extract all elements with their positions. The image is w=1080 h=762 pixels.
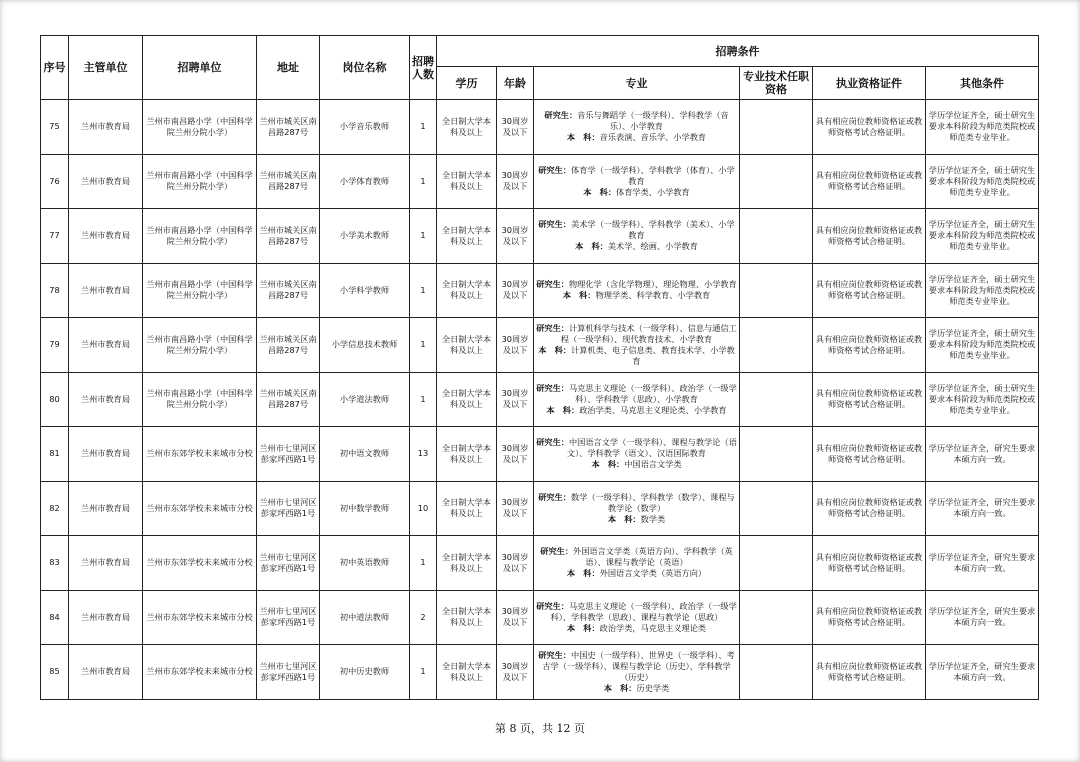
cell-tech — [740, 263, 813, 318]
cell-unit: 兰州市南昌路小学（中国科学院兰州分院小学） — [143, 372, 257, 427]
cell-num: 1 — [410, 263, 437, 318]
cell-cert: 具有相应岗位教师资格证或教师资格考试合格证明。 — [813, 263, 926, 318]
cell-other: 学历学位证齐全，硕士研究生要求本科阶段为师范类院校或师范类专业毕业。 — [926, 263, 1039, 318]
cell-post: 小学音乐教师 — [320, 100, 410, 155]
cell-seq: 83 — [41, 536, 69, 591]
cell-post: 小学科学教师 — [320, 263, 410, 318]
ug-majors: 中国语言文学类 — [624, 459, 682, 470]
cell-num: 1 — [410, 209, 437, 264]
header-other: 其他条件 — [926, 67, 1039, 100]
cell-edu: 全日制大学本科及以上 — [437, 427, 497, 482]
grad-majors: 外国语言文学类（英语方向）、学科教学（英语）、课程与教学论（英语） — [573, 546, 733, 568]
cell-post: 小学道法教师 — [320, 372, 410, 427]
header-major: 专业 — [534, 67, 740, 100]
cell-cert: 具有相应岗位教师资格证或教师资格考试合格证明。 — [813, 536, 926, 591]
grad-label: 研究生： — [536, 600, 569, 611]
cell-unit: 兰州市东郊学校未来城市分校 — [143, 645, 257, 700]
cell-tech — [740, 100, 813, 155]
cell-num: 1 — [410, 372, 437, 427]
cell-tech — [740, 536, 813, 591]
ug-majors: 体育学类、小学教育 — [616, 186, 690, 197]
grad-majors: 物理化学（含化学物理）、理论物理、小学教育 — [568, 279, 737, 290]
cell-cert: 具有相应岗位教师资格证或教师资格考试合格证明。 — [813, 209, 926, 264]
grad-majors: 中国史（一级学科）、世界史（一级学科）、考古学（一级学科）、课程与教学论（历史）、学科教学（历史） — [542, 649, 735, 682]
ug-label: 本 科： — [566, 568, 600, 579]
cell-seq: 79 — [41, 318, 69, 373]
cell-post: 初中语文教师 — [320, 427, 410, 482]
ug-label: 本 科： — [538, 344, 571, 355]
cell-num: 13 — [410, 427, 437, 482]
cell-addr: 兰州市城关区南昌路287号 — [257, 100, 320, 155]
table-row — [41, 536, 1039, 591]
cell-edu: 全日制大学本科及以上 — [437, 318, 497, 373]
cell-major — [534, 536, 740, 591]
cell-other: 学历学位证齐全，研究生要求本硕方向一致。 — [926, 536, 1039, 591]
grad-majors: 马克思主义理论（一级学科）、政治学（一级学科）、学科教学（思政）、课程与教学论（思政） — [550, 600, 737, 622]
header-num: 招聘人数 — [410, 36, 437, 100]
ug-majors: 外国语言文学类（英语方向） — [599, 568, 707, 579]
cell-tech — [740, 209, 813, 264]
table-row — [41, 209, 1039, 264]
grad-label: 研究生： — [538, 164, 571, 175]
header-cert: 执业资格证件 — [813, 67, 926, 100]
cell-edu: 全日制大学本科及以上 — [437, 209, 497, 264]
ug-label: 本 科： — [607, 513, 641, 524]
cell-cert: 具有相应岗位教师资格证或教师资格考试合格证明。 — [813, 481, 926, 536]
cell-dept: 兰州市教育局 — [69, 372, 143, 427]
cell-cert: 具有相应岗位教师资格证或教师资格考试合格证明。 — [813, 645, 926, 700]
cell-cert: 具有相应岗位教师资格证或教师资格考试合格证明。 — [813, 427, 926, 482]
cell-num: 1 — [410, 154, 437, 209]
cell-unit: 兰州市东郊学校未来城市分校 — [143, 590, 257, 645]
cell-major — [534, 372, 740, 427]
grad-label: 研究生： — [538, 491, 571, 502]
cell-unit: 兰州市南昌路小学（中国科学院兰州分院小学） — [143, 318, 257, 373]
grad-majors: 中国语言文学（一级学科）、课程与教学论（语文）、学科教学（语文）、汉语国际教育 — [566, 437, 737, 459]
cell-other: 学历学位证齐全，研究生要求本硕方向一致。 — [926, 590, 1039, 645]
cell-age: 30周岁及以下 — [497, 263, 534, 318]
cell-post: 小学体育教师 — [320, 154, 410, 209]
cell-cert: 具有相应岗位教师资格证或教师资格考试合格证明。 — [813, 100, 926, 155]
cell-tech — [740, 318, 813, 373]
cell-dept: 兰州市教育局 — [69, 263, 143, 318]
cell-dept: 兰州市教育局 — [69, 100, 143, 155]
grad-label: 研究生： — [538, 649, 571, 660]
cell-seq: 78 — [41, 263, 69, 318]
cell-age: 30周岁及以下 — [497, 590, 534, 645]
ug-label: 本 科： — [603, 682, 637, 693]
cell-dept: 兰州市教育局 — [69, 590, 143, 645]
cell-edu: 全日制大学本科及以上 — [437, 372, 497, 427]
cell-other: 学历学位证齐全，研究生要求本硕方向一致。 — [926, 645, 1039, 700]
cell-num: 2 — [410, 590, 437, 645]
grad-label: 研究生： — [540, 546, 574, 557]
grad-label: 研究生： — [536, 279, 569, 290]
cell-dept: 兰州市教育局 — [69, 536, 143, 591]
grad-label: 研究生： — [544, 110, 578, 121]
cell-age: 30周岁及以下 — [497, 209, 534, 264]
cell-seq: 84 — [41, 590, 69, 645]
cell-edu: 全日制大学本科及以上 — [437, 536, 497, 591]
cell-seq: 76 — [41, 154, 69, 209]
ug-majors: 音乐表演、音乐学、小学教育 — [599, 132, 707, 143]
cell-addr: 兰州市城关区南昌路287号 — [257, 154, 320, 209]
cell-seq: 85 — [41, 645, 69, 700]
cell-other: 学历学位证齐全，硕士研究生要求本科阶段为师范类院校或师范类专业毕业。 — [926, 154, 1039, 209]
cell-major — [534, 209, 740, 264]
cell-major — [534, 427, 740, 482]
cell-tech — [740, 154, 813, 209]
cell-cert: 具有相应岗位教师资格证或教师资格考试合格证明。 — [813, 372, 926, 427]
table-row — [41, 372, 1039, 427]
cell-cert: 具有相应岗位教师资格证或教师资格考试合格证明。 — [813, 590, 926, 645]
cell-unit: 兰州市东郊学校未来城市分校 — [143, 481, 257, 536]
cell-unit: 兰州市南昌路小学（中国科学院兰州分院小学） — [143, 263, 257, 318]
cell-cert: 具有相应岗位教师资格证或教师资格考试合格证明。 — [813, 154, 926, 209]
ug-majors: 计算机类、电子信息类、教育技术学、小学教育 — [571, 344, 735, 366]
cell-tech — [740, 481, 813, 536]
cell-addr: 兰州市城关区南昌路287号 — [257, 209, 320, 264]
cell-addr: 兰州市城关区南昌路287号 — [257, 318, 320, 373]
grad-majors: 数学（一级学科）、学科教学（数学）、课程与教学论（数学） — [571, 491, 735, 513]
header-age: 年龄 — [497, 67, 534, 100]
ug-majors: 数学类 — [640, 513, 666, 524]
cell-age: 30周岁及以下 — [497, 536, 534, 591]
cell-other: 学历学位证齐全，硕士研究生要求本科阶段为师范类院校或师范类专业毕业。 — [926, 372, 1039, 427]
table-row — [41, 318, 1039, 373]
cell-edu: 全日制大学本科及以上 — [437, 154, 497, 209]
cell-major — [534, 100, 740, 155]
cell-addr: 兰州市城关区南昌路287号 — [257, 372, 320, 427]
grad-majors: 计算机科学与技术（一级学科）、信息与通信工程（一级学科）、现代教育技术、小学教育 — [560, 322, 737, 344]
grad-label: 研究生： — [536, 437, 569, 448]
ug-label: 本 科： — [583, 186, 617, 197]
cell-tech — [740, 645, 813, 700]
cell-addr: 兰州市七里河区彭家坪西路1号 — [257, 536, 320, 591]
ug-majors: 美术学、绘画、小学教育 — [607, 241, 698, 252]
cell-tech — [740, 427, 813, 482]
cell-dept: 兰州市教育局 — [69, 318, 143, 373]
cell-addr: 兰州市七里河区彭家坪西路1号 — [257, 427, 320, 482]
cell-unit: 兰州市东郊学校未来城市分校 — [143, 427, 257, 482]
cell-tech — [740, 590, 813, 645]
grad-majors: 马克思主义理论（一级学科）、政治学（一级学科）、学科教学（思政）、小学教育 — [568, 382, 737, 404]
ug-majors: 物理学类、科学教育、小学教育 — [595, 290, 711, 301]
cell-seq: 75 — [41, 100, 69, 155]
grad-label: 研究生： — [538, 219, 571, 230]
cell-dept: 兰州市教育局 — [69, 209, 143, 264]
cell-tech — [740, 372, 813, 427]
grad-majors: 美术学（一级学科）、学科教学（美术）、小学教育 — [571, 219, 735, 241]
cell-cert: 具有相应岗位教师资格证或教师资格考试合格证明。 — [813, 318, 926, 373]
cell-num: 1 — [410, 645, 437, 700]
cell-age: 30周岁及以下 — [497, 645, 534, 700]
cell-post: 初中数学教师 — [320, 481, 410, 536]
cell-age: 30周岁及以下 — [497, 318, 534, 373]
ug-label: 本 科： — [546, 404, 580, 415]
ug-majors: 政治学类，马克思主义理论类 — [599, 622, 707, 633]
cell-other: 学历学位证齐全，硕士研究生要求本科阶段为师范类院校或师范类专业毕业。 — [926, 318, 1039, 373]
ug-label: 本 科： — [591, 459, 625, 470]
cell-other: 学历学位证齐全，硕士研究生要求本科阶段为师范类院校或师范类专业毕业。 — [926, 100, 1039, 155]
cell-seq: 81 — [41, 427, 69, 482]
cell-major — [534, 590, 740, 645]
table-row — [41, 590, 1039, 645]
cell-addr: 兰州市七里河区彭家坪西路1号 — [257, 590, 320, 645]
cell-other: 学历学位证齐全，研究生要求本硕方向一致。 — [926, 427, 1039, 482]
cell-major — [534, 154, 740, 209]
header-dept: 主管单位 — [69, 36, 143, 100]
grad-majors: 音乐与舞蹈学（一级学科）、学科教学（音乐）、小学教育 — [577, 110, 729, 132]
cell-edu: 全日制大学本科及以上 — [437, 645, 497, 700]
cell-edu: 全日制大学本科及以上 — [437, 100, 497, 155]
page-footer: 第 8 页，共 12 页 — [495, 722, 585, 735]
cell-addr: 兰州市城关区南昌路287号 — [257, 263, 320, 318]
header-seq: 序号 — [41, 36, 69, 100]
header-tech: 专业技术任职资格 — [740, 67, 813, 100]
table-row — [41, 481, 1039, 536]
ug-label: 本 科： — [566, 132, 600, 143]
cell-age: 30周岁及以下 — [497, 481, 534, 536]
ug-majors: 历史学类 — [636, 682, 670, 693]
cell-addr: 兰州市七里河区彭家坪西路1号 — [257, 481, 320, 536]
header-post: 岗位名称 — [320, 36, 410, 100]
table-row — [41, 100, 1039, 155]
header-edu: 学历 — [437, 67, 497, 100]
cell-post: 小学美术教师 — [320, 209, 410, 264]
cell-unit: 兰州市南昌路小学（中国科学院兰州分院小学） — [143, 209, 257, 264]
cell-major — [534, 645, 740, 700]
cell-dept: 兰州市教育局 — [69, 481, 143, 536]
cell-edu: 全日制大学本科及以上 — [437, 590, 497, 645]
cell-major — [534, 481, 740, 536]
cell-post: 初中英语教师 — [320, 536, 410, 591]
recruitment-table — [40, 35, 1039, 700]
grad-majors: 体育学（一级学科）、学科教学（体育）、小学教育 — [571, 164, 735, 186]
cell-unit: 兰州市南昌路小学（中国科学院兰州分院小学） — [143, 100, 257, 155]
cell-post: 小学信息技术教师 — [320, 318, 410, 373]
cell-num: 1 — [410, 536, 437, 591]
cell-post: 初中道法教师 — [320, 590, 410, 645]
cell-age: 30周岁及以下 — [497, 154, 534, 209]
cell-num: 10 — [410, 481, 437, 536]
cell-age: 30周岁及以下 — [497, 372, 534, 427]
cell-dept: 兰州市教育局 — [69, 427, 143, 482]
cell-age: 30周岁及以下 — [497, 427, 534, 482]
cell-post: 初中历史教师 — [320, 645, 410, 700]
table-row — [41, 154, 1039, 209]
ug-label: 本 科： — [562, 290, 596, 301]
ug-label: 本 科： — [566, 622, 600, 633]
cell-age: 30周岁及以下 — [497, 100, 534, 155]
grad-label: 研究生： — [536, 322, 569, 333]
cell-edu: 全日制大学本科及以上 — [437, 481, 497, 536]
grad-label: 研究生： — [536, 382, 569, 393]
cell-dept: 兰州市教育局 — [69, 645, 143, 700]
cell-dept: 兰州市教育局 — [69, 154, 143, 209]
cell-seq: 77 — [41, 209, 69, 264]
table-row — [41, 645, 1039, 700]
cell-major — [534, 263, 740, 318]
cell-seq: 80 — [41, 372, 69, 427]
cell-seq: 82 — [41, 481, 69, 536]
cell-other: 学历学位证齐全，硕士研究生要求本科阶段为师范类院校或师范类专业毕业。 — [926, 209, 1039, 264]
header-addr: 地址 — [257, 36, 320, 100]
table-row — [41, 263, 1039, 318]
ug-label: 本 科： — [575, 241, 608, 252]
header-conditions: 招聘条件 — [437, 36, 1039, 67]
ug-majors: 政治学类、马克思主义理论类、小学教育 — [579, 404, 727, 415]
cell-addr: 兰州市七里河区彭家坪西路1号 — [257, 645, 320, 700]
cell-num: 1 — [410, 100, 437, 155]
cell-unit: 兰州市东郊学校未来城市分校 — [143, 536, 257, 591]
cell-edu: 全日制大学本科及以上 — [437, 263, 497, 318]
header-unit: 招聘单位 — [143, 36, 257, 100]
cell-other: 学历学位证齐全，研究生要求本硕方向一致。 — [926, 481, 1039, 536]
cell-major — [534, 318, 740, 373]
cell-num: 1 — [410, 318, 437, 373]
cell-unit: 兰州市南昌路小学（中国科学院兰州分院小学） — [143, 154, 257, 209]
table-row — [41, 427, 1039, 482]
